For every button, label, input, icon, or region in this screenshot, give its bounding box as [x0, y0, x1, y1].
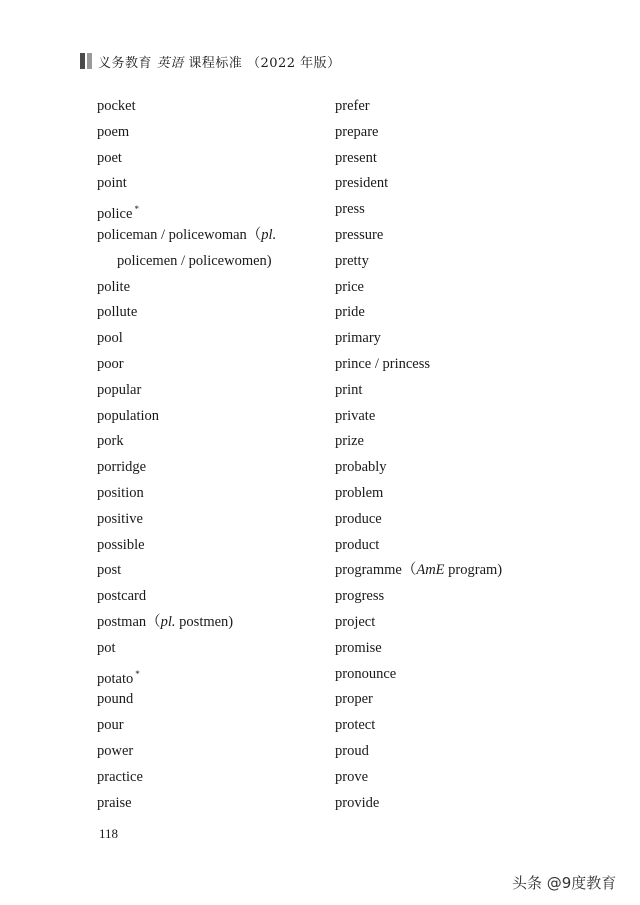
word-entry: progress — [335, 588, 385, 605]
word-entry: police * — [97, 204, 139, 223]
word-entry: poet — [97, 149, 122, 166]
word-entry: poem — [97, 123, 130, 140]
word-entry: price — [335, 278, 364, 295]
word-entry: polite — [97, 278, 131, 295]
word-entry: proud — [335, 742, 369, 759]
page-number: 118 — [99, 826, 119, 841]
word-entry: problem — [335, 484, 384, 501]
word-entry: pretty — [335, 252, 369, 269]
word-entry: promise — [335, 639, 382, 656]
star-mark: * — [135, 668, 140, 679]
word-entry: policeman / policewoman（pl. — [97, 226, 277, 243]
running-header — [80, 51, 341, 71]
word-entry: prove — [335, 768, 369, 785]
word-entry: postman（pl. postmen) — [97, 613, 234, 630]
word-entry: pronounce — [335, 665, 397, 682]
word-entry: provide — [335, 794, 380, 811]
word-entry: poor — [97, 355, 124, 372]
word-entry: pork — [97, 433, 124, 450]
word-entry: popular — [97, 381, 142, 398]
word-entry: press — [335, 201, 365, 218]
word-entry: porridge — [97, 459, 147, 476]
word-entry: postcard — [97, 588, 147, 605]
right-word-column — [335, 96, 502, 818]
word-entry: probably — [335, 459, 387, 476]
header-title: 义务教育 英语 课程标准 （2022 年版） — [98, 55, 341, 71]
header-bars-icon — [80, 53, 92, 69]
word-entry: prefer — [335, 98, 370, 114]
word-entry: position — [97, 484, 144, 501]
word-entry: post — [97, 562, 122, 579]
word-entry: power — [97, 742, 134, 759]
word-entry: prince / princess — [335, 355, 431, 372]
star-mark: * — [134, 204, 139, 215]
word-entry: practice — [97, 768, 143, 785]
word-entry: pocket — [97, 98, 136, 114]
left-word-column — [97, 96, 276, 818]
word-entry: potato * — [97, 668, 140, 687]
watermark-text: 头条 @9度教育 — [512, 874, 617, 892]
word-entry: produce — [335, 510, 382, 527]
word-entry: private — [335, 407, 376, 424]
word-entry: positive — [97, 510, 143, 527]
word-entry: print — [335, 381, 363, 398]
word-entry: proper — [335, 691, 373, 708]
word-entry: pollute — [97, 304, 138, 321]
word-entry: prize — [335, 433, 364, 450]
word-entry: population — [97, 407, 160, 424]
word-entry: pool — [97, 330, 123, 347]
word-entry: protect — [335, 717, 376, 734]
word-entry: pride — [335, 304, 365, 321]
word-entry: primary — [335, 330, 381, 347]
word-entry: possible — [97, 536, 145, 553]
word-entry: project — [335, 613, 376, 630]
word-entry: pot — [97, 639, 116, 656]
word-entry: product — [335, 536, 380, 553]
word-entry: point — [97, 175, 127, 192]
word-entry-continued: policemen / policewomen) — [117, 252, 272, 269]
word-entry: president — [335, 175, 389, 192]
word-entry: praise — [97, 794, 132, 811]
word-entry: pour — [97, 717, 124, 734]
word-entry: present — [335, 149, 377, 166]
word-entry: pressure — [335, 226, 384, 243]
word-entry: programme（AmE program) — [335, 562, 503, 579]
word-entry: prepare — [335, 123, 379, 140]
word-entry: pound — [97, 691, 134, 708]
